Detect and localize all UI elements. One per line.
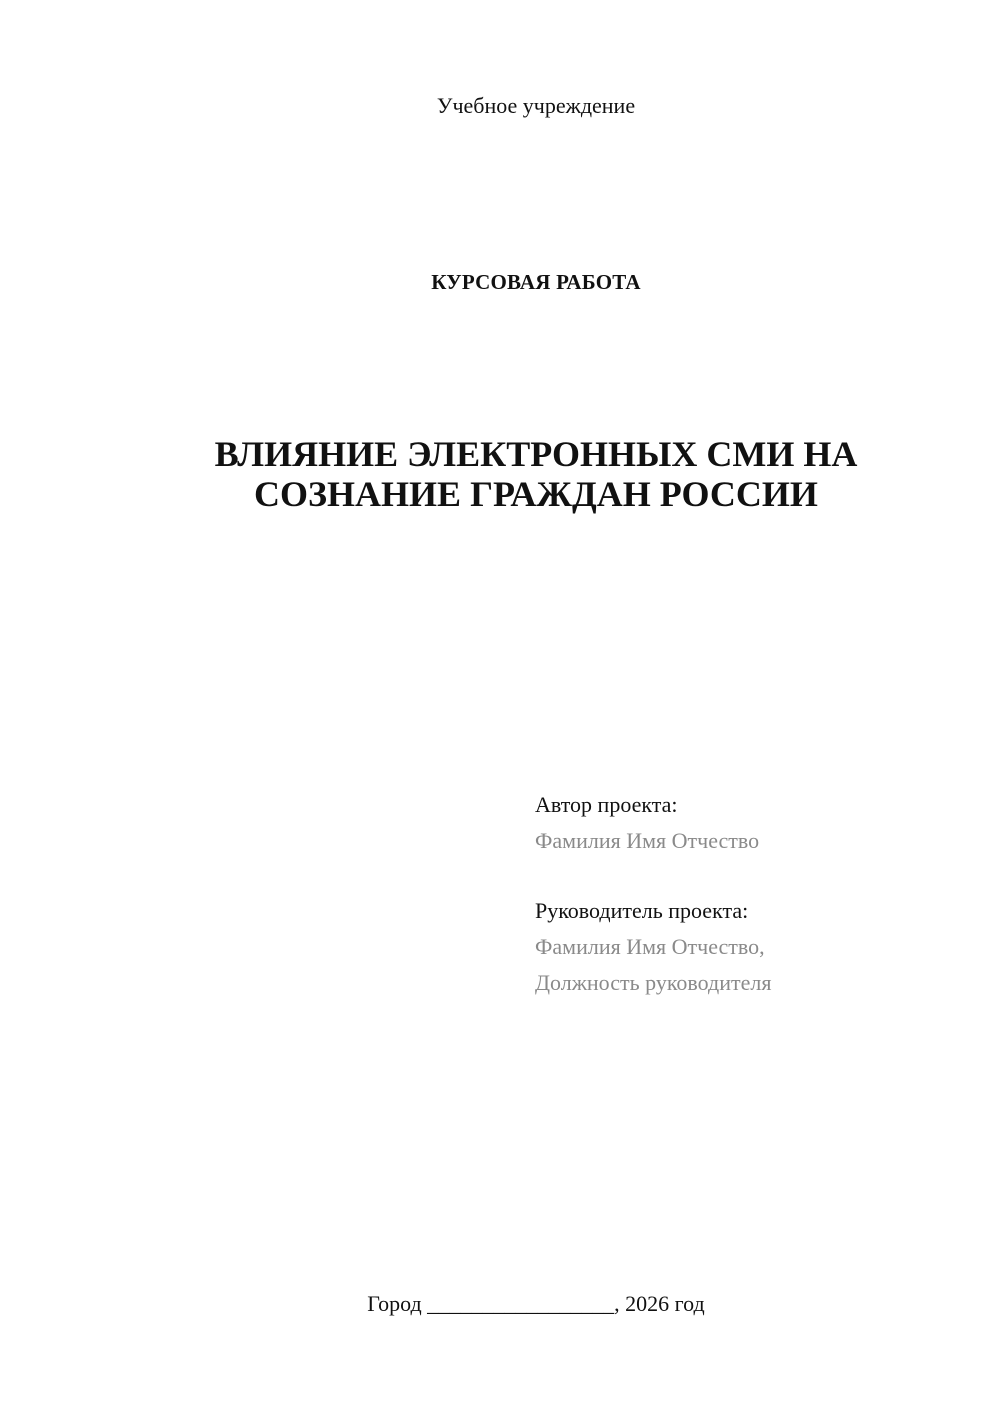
project-info	[535, 787, 771, 1001]
document-title-line-2: СОЗНАНИЕ ГРАЖДАН РОССИИ	[254, 474, 818, 514]
document-title	[0, 434, 1000, 514]
spacer	[535, 859, 771, 893]
city-year-line: Город _________________, 2026 год	[367, 1291, 705, 1316]
supervisor-label: Руководитель проекта:	[535, 898, 749, 923]
author-label: Автор проекта:	[535, 792, 678, 817]
institution-name: Учебное учреждение	[436, 93, 636, 118]
author-name: Фамилия Имя Отчество	[535, 828, 760, 853]
supervisor-position: Должность руководителя	[535, 970, 772, 995]
document-type: КУРСОВАЯ РАБОТА	[431, 270, 641, 294]
supervisor-name: Фамилия Имя Отчество,	[535, 934, 765, 959]
document-title-line-1: ВЛИЯНИЕ ЭЛЕКТРОННЫХ СМИ НА	[214, 434, 858, 474]
